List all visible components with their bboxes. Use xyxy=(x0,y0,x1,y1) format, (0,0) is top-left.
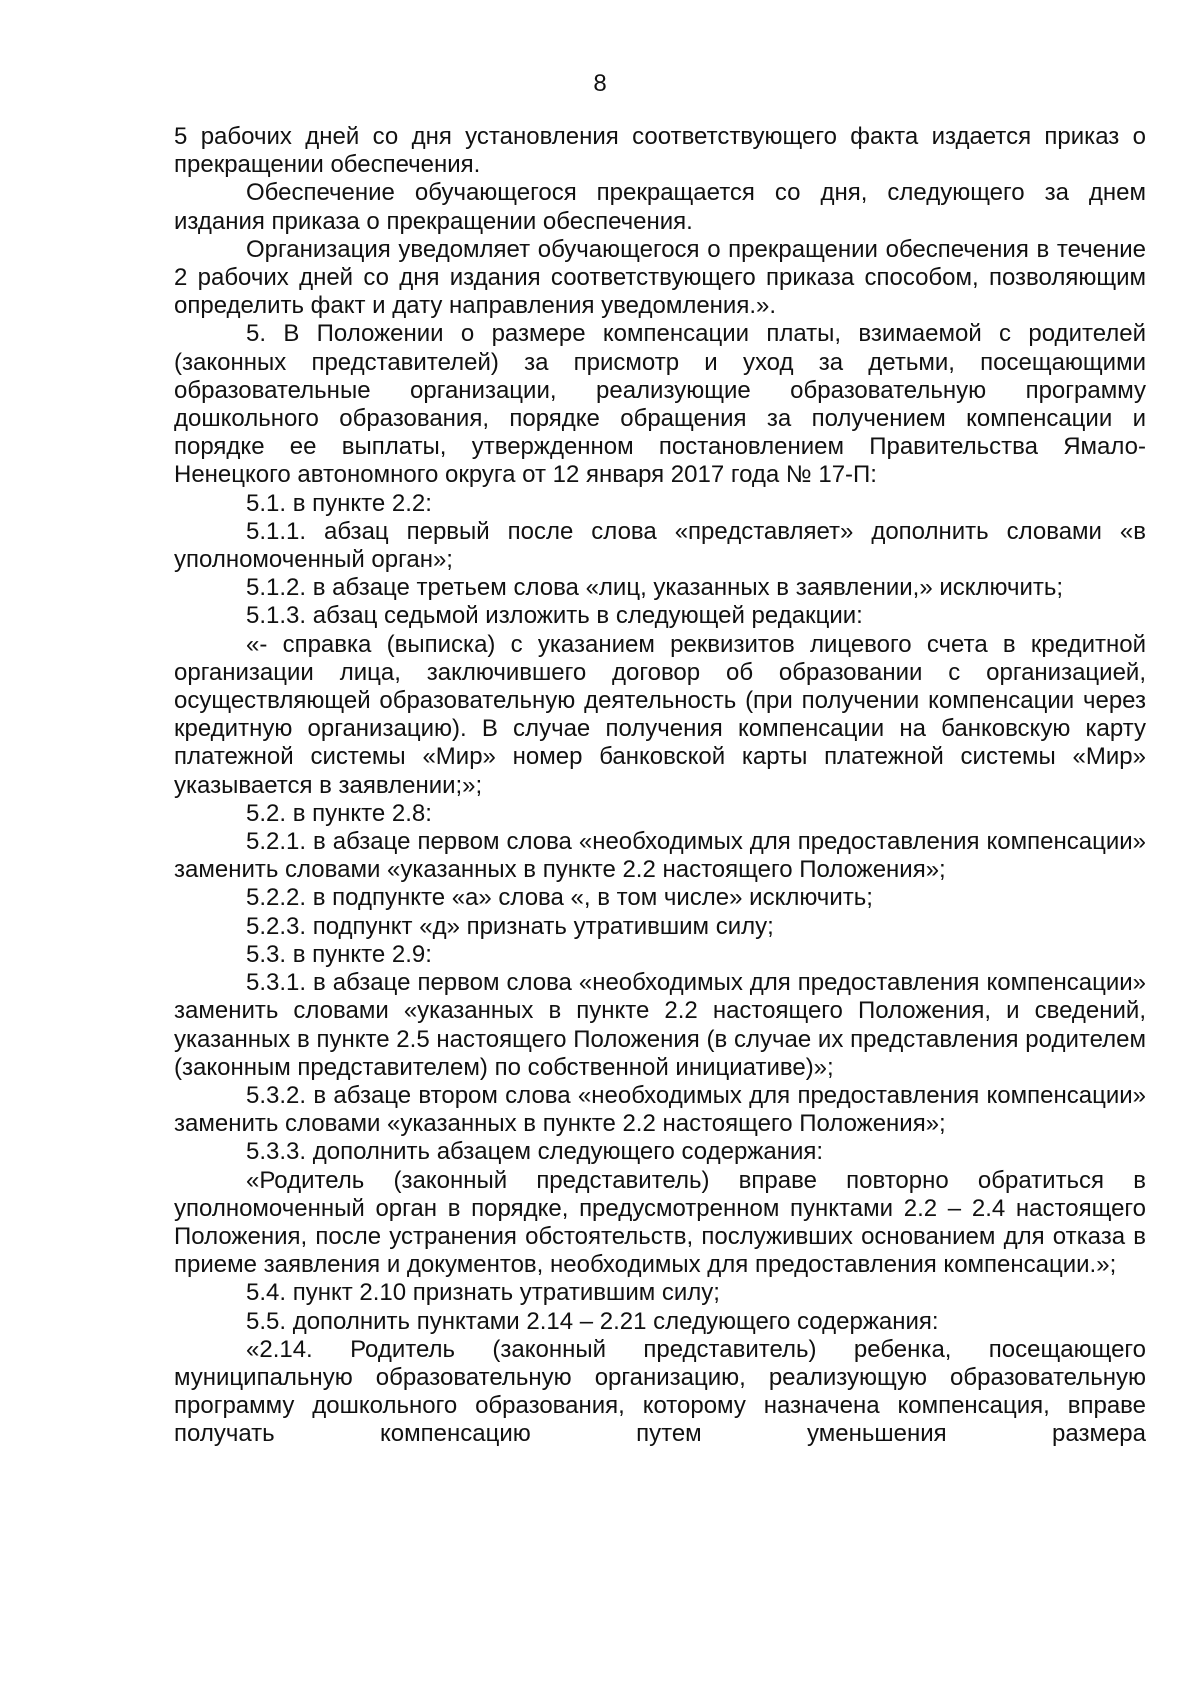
paragraph: 5.1.2. в абзаце третьем слова «лиц, указанных в заявлении,» исключить; xyxy=(246,574,1064,602)
paragraph: 5.3.3. дополнить абзацем следующего содержания: xyxy=(246,1138,824,1166)
paragraph: Обеспечение обучающегося прекращается со дня, следующего за днем издания приказа о прекращении обеспечения. xyxy=(174,179,1146,235)
document-body xyxy=(174,123,1146,1449)
page-number: 8 xyxy=(593,70,607,97)
paragraph: 5.4. пункт 2.10 признать утратившим силу; xyxy=(246,1279,720,1307)
paragraph: 5.3.1. в абзаце первом слова «необходимых для предоставления компенсации» заменить словами «указанных в пункте 2.2 настоящего Положения, и сведений, указанных в пункте 2.5 настоящего Положения (в случае их представления родителем (законным представителем) по собственной инициативе)»; xyxy=(174,969,1146,1081)
paragraph: 5.2.3. подпункт «д» признать утратившим силу; xyxy=(246,912,774,940)
paragraph: 5.5. дополнить пунктами 2.14 – 2.21 следующего содержания: xyxy=(246,1307,939,1335)
paragraph: 5.1.3. абзац седьмой изложить в следующей редакции: xyxy=(246,602,863,630)
paragraph: 5.3.2. в абзаце втором слова «необходимых для предоставления компенсации» заменить словами «указанных в пункте 2.2 настоящего Положения»; xyxy=(174,1081,1146,1138)
paragraph: Организация уведомляет обучающегося о прекращении обеспечения в течение 2 рабочих дней со дня издания соответствующего приказа способом, позволяющим определить факт и дату направления уведомления.». xyxy=(174,235,1146,320)
paragraph: 5.2.2. в подпункте «а» слова «, в том числе» исключить; xyxy=(246,884,873,912)
paragraph: 5.1. в пункте 2.2: xyxy=(246,489,432,517)
paragraph: 5. В Положении о размере компенсации платы, взимаемой с родителей (законных представителей) за присмотр и уход за детьми, посещающими образовательные организации, реализующие образовательную программу дошкольного образования, порядке обращения за получением компенсации и порядке ее выплаты, утвержденном постановлением Правительства Ямало-Ненецкого автономного округа от 12 января 2017 года № 17-П: xyxy=(174,320,1146,489)
paragraph: 5.2. в пункте 2.8: xyxy=(246,799,432,827)
paragraph: «- справка (выписка) с указанием реквизитов лицевого счета в кредитной организации лица, заключившего договор об образовании с организацией, осуществляющей образовательную деятельность (при получении компенсации через кредитную организацию). В случае получения компенсации на банковскую карту платежной системы «Мир» номер банковской карты платежной системы «Мир» указывается в заявлении;»; xyxy=(174,630,1146,799)
paragraph: 5.3. в пункте 2.9: xyxy=(246,940,432,968)
paragraph: 5 рабочих дней со дня установления соответствующего факта издается приказ о прекращении обеспечения. xyxy=(174,123,1146,179)
paragraph: «Родитель (законный представитель) вправе повторно обратиться в уполномоченный орган в порядке, предусмотренном пунктами 2.2 – 2.4 настоящего Положения, после устранения обстоятельств, послуживших основанием для отказа в приеме заявления и документов, необходимых для предоставления компенсации.»; xyxy=(174,1166,1146,1279)
paragraph: 5.1.1. абзац первый после слова «представляет» дополнить словами «в уполномоченный орган»; xyxy=(174,517,1146,574)
paragraph: «2.14. Родитель (законный представитель) ребенка, посещающего муниципальную образовательную организацию, реализующую образовательную программу дошкольного образования, которому назначена компенсация, вправе получать компенсацию путем уменьшения размера xyxy=(174,1335,1146,1448)
paragraph: 5.2.1. в абзаце первом слова «необходимых для предоставления компенсации» заменить словами «указанных в пункте 2.2 настоящего Положения»; xyxy=(174,828,1146,884)
